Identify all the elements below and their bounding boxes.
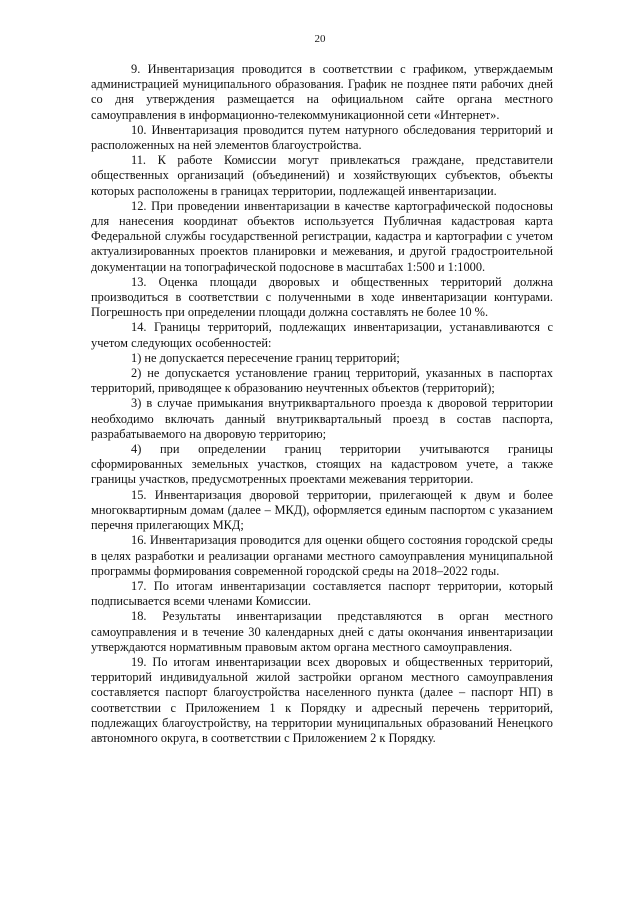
- paragraph-10: 10. Инвентаризация проводится путем натурного обследования территорий и расположенных на ней элементов благоустройства.: [91, 122, 553, 153]
- paragraph-17: 17. По итогам инвентаризации составляется паспорт территории, который подписывается всеми членами Комиссии.: [91, 578, 553, 609]
- paragraph-13: 13. Оценка площади дворовых и общественных территорий должна производиться в соответствии с полученными в ходе инвентаризации контурами. Погрешность при определении площади должна составлять не более 10 %.: [91, 274, 553, 320]
- list-item-1: 1) не допускается пересечение границ территорий;: [131, 350, 400, 365]
- document-body: [91, 62, 553, 746]
- paragraph-9: 9. Инвентаризация проводится в соответствии с графиком, утверждаемым администрацией муниципального образования. График не позднее пяти рабочих дней со дня утверждения размещается на официальном сайте органа местного самоуправления в информационно-телекоммуникационной сети «Интернет».: [91, 62, 553, 122]
- paragraph-18: 18. Результаты инвентаризации представляются в орган местного самоуправления и в течение 30 календарных дней с даты окончания инвентаризации утверждаются нормативным правовым актом органа местного самоуправления.: [91, 609, 553, 654]
- paragraph-11: 11. К работе Комиссии могут привлекаться граждане, представители общественных организаций (объединений) и хозяйствующих субъектов, объекты которых расположены в границах территории, подлежащей инвентаризации.: [91, 153, 553, 198]
- paragraph-14: 14. Границы территорий, подлежащих инвентаризации, устанавливаются с учетом следующих особенностей:: [91, 320, 553, 350]
- page-number: 20: [314, 33, 326, 45]
- list-item-3: 3) в случае примыкания внутриквартального проезда к дворовой территории необходимо включать данный внутриквартальный проезд в состав паспорта, разрабатываемого на дворовую территорию;: [91, 396, 553, 441]
- list-item-4: 4) при определении границ территории учитываются границы сформированных земельных участков, стоящих на кадастровом учете, а также границы участков, предусмотренных проектами межевания территории.: [91, 442, 553, 487]
- paragraph-19: 19. По итогам инвентаризации всех дворовых и общественных территорий, территорий индивидуальной жилой застройки органом местного самоуправления составляется паспорт благоустройства населенного пункта (далее – паспорт НП) в соответствии с Приложением 1 к Порядку и адресный перечень территорий, подлежащих благоустройству, на территории муниципальных образований Ненецкого автономного округа, в соответствии с Приложением 2 к Порядку.: [91, 654, 553, 745]
- paragraph-12: 12. При проведении инвентаризации в качестве картографической подосновы для нанесения координат объектов используется Публичная кадастровая карта Федеральной службы государственной регистрации, кадастра и картографии с учетом актуализированных проектов планировки и межевания, и другой градостроительной документации на топографической подоснове в масштабах 1:500 и 1:1000.: [91, 198, 553, 274]
- list-item-2: 2) не допускается установление границ территорий, указанных в паспортах территорий, приводящее к образованию неучтенных объектов (территорий);: [91, 366, 553, 396]
- paragraph-15: 15. Инвентаризация дворовой территории, прилегающей к двум и более многоквартирным домам (далее – МКД), оформляется единым паспортом с указанием перечня прилегающих МКД;: [91, 487, 553, 533]
- paragraph-16: 16. Инвентаризация проводится для оценки общего состояния городской среды в целях разработки и реализации органами местного самоуправления муниципальной программы формирования современной городской среды на 2018–2022 годы.: [91, 533, 553, 578]
